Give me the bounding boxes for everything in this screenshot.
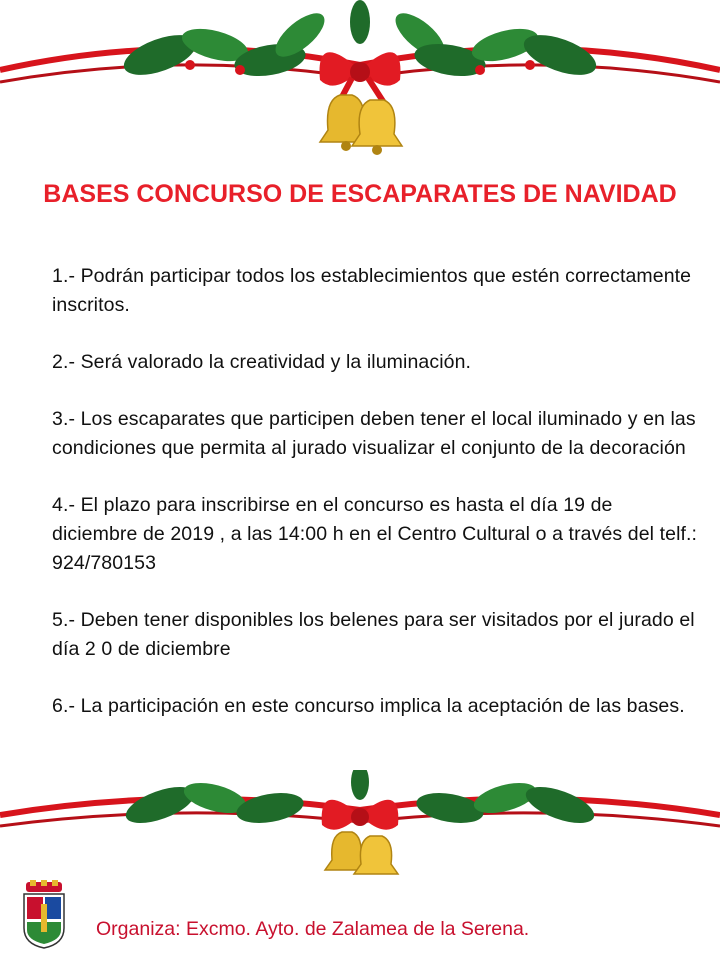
rule-item: 5.- Deben tener disponibles los belenes para ser visitados por el jurado el día 2 0 de diciembre [52, 609, 695, 660]
top-garland-decoration [0, 0, 720, 170]
coat-of-arms-emblem [20, 880, 68, 950]
page-title: BASES CONCURSO DE ESCAPARATES DE NAVIDAD [43, 180, 677, 208]
red-bow [322, 800, 399, 830]
rule-item: 2.- Será valorado la creatividad y la iluminación. [52, 351, 472, 373]
organizer-credit: Organiza: Excmo. Ayto. de Zalamea de la Serena. [96, 918, 530, 940]
golden-bells [320, 95, 402, 155]
rule-item: 6.- La participación en este concurso implica la aceptación de las bases. [52, 695, 685, 717]
rule-item: 1.- Podrán participar todos los establecimientos que estén correctamente inscritos. [52, 265, 692, 316]
rules-list [52, 262, 702, 749]
bottom-garland-decoration [0, 770, 720, 890]
golden-bells [325, 832, 398, 874]
rule-item: 3.- Los escaparates que participen deben tener el local iluminado y en las condiciones que permita al jurado visualizar el conjunto de la decoración [52, 408, 696, 459]
rule-item: 4.- El plazo para inscribirse en el concurso es hasta el día 19 de diciembre de 2019 , a las 14:00 h en el Centro Cultural o a través del telf.: 924/780153 [52, 494, 698, 574]
